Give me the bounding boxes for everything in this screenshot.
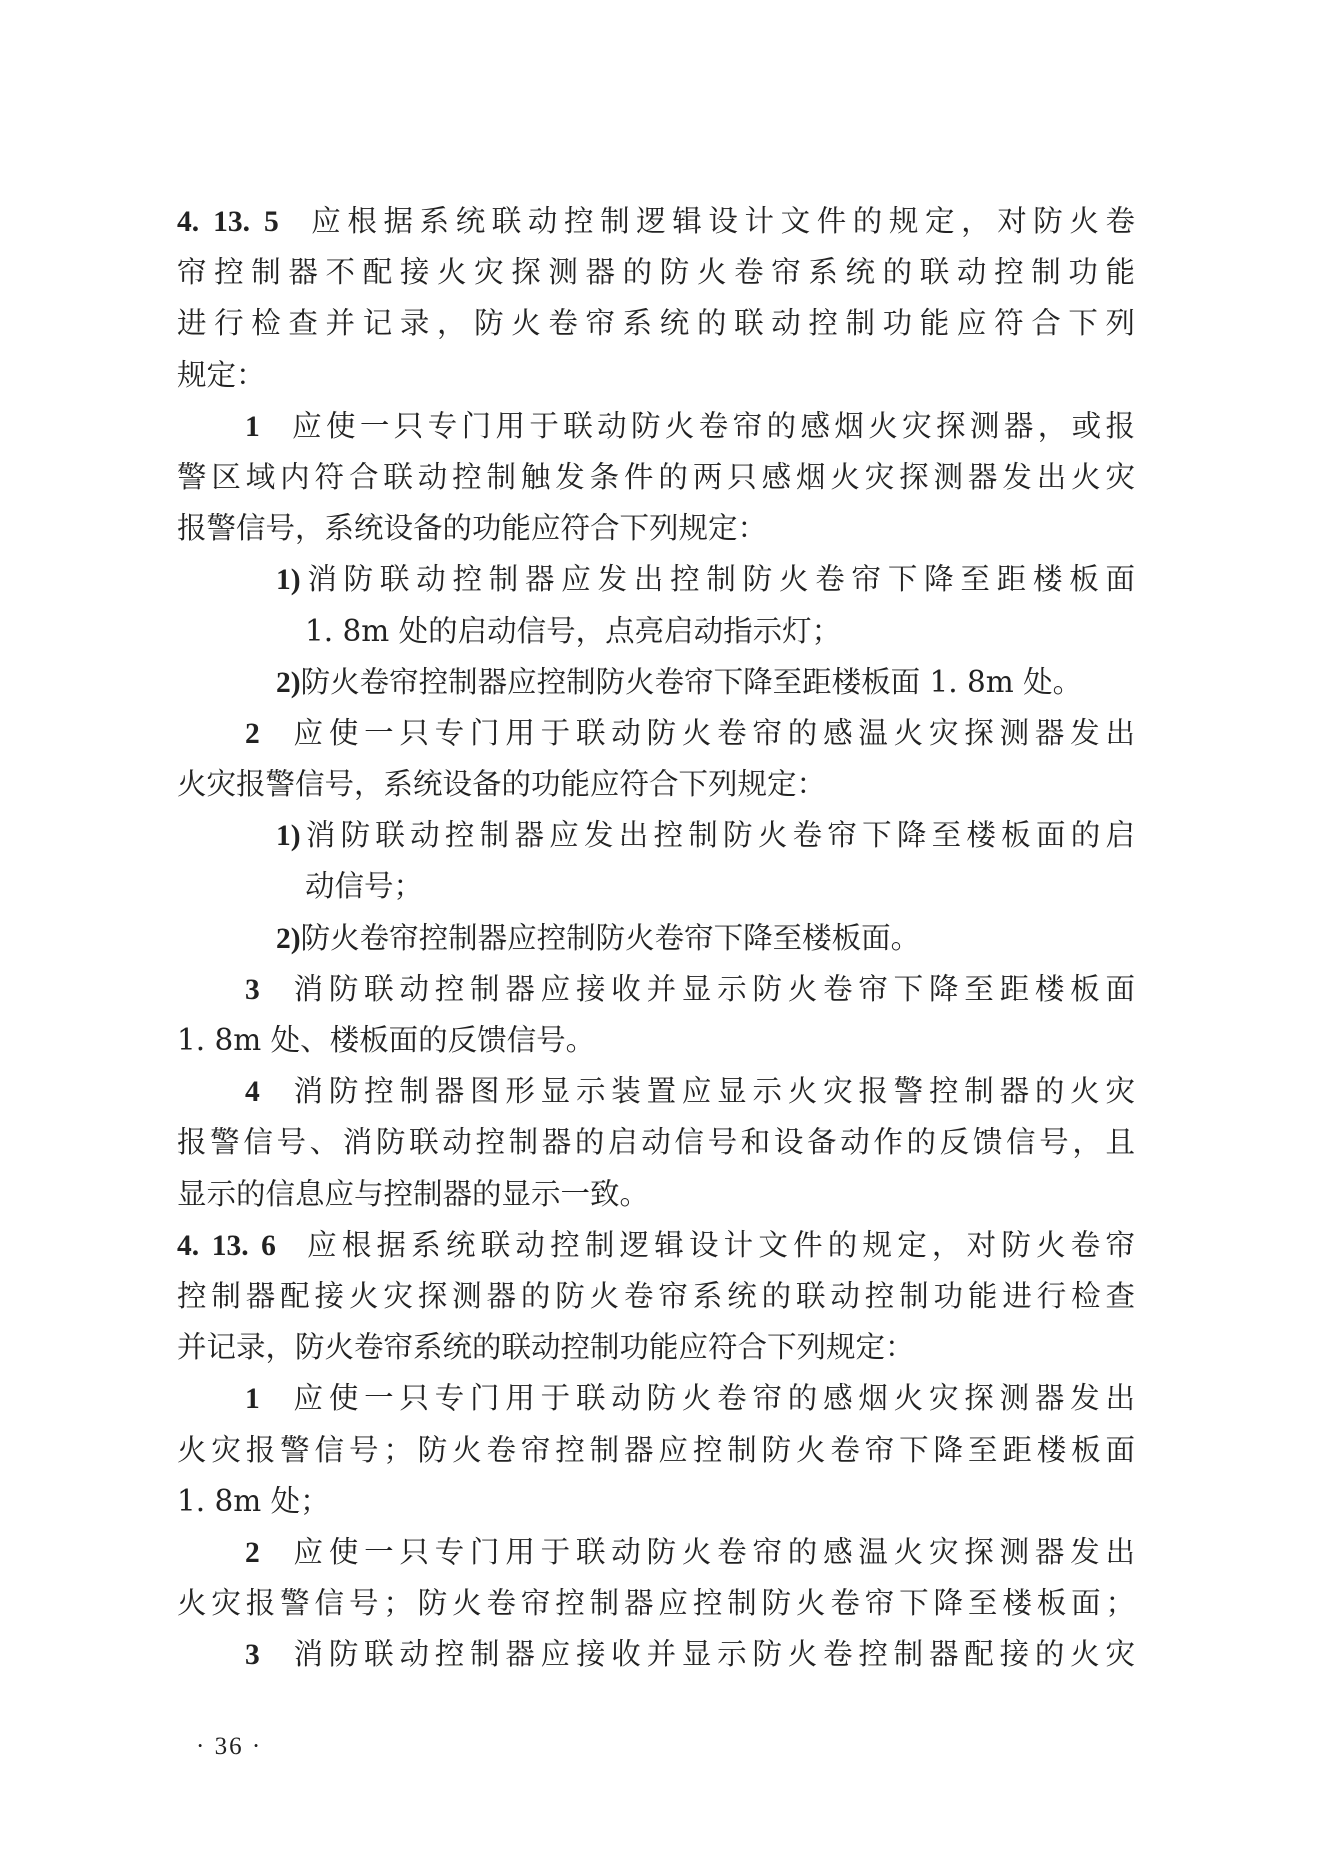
item-number: 3: [245, 973, 260, 1006]
sub-item-2: [177, 657, 1135, 708]
clause-number: 4. 13. 5: [177, 206, 279, 238]
item-2: [177, 708, 1135, 759]
clause-text: 应根据系统联动控制逻辑设计文件的规定，对防火卷帘: [301, 1227, 1135, 1262]
item-3: [177, 1629, 1135, 1680]
item-text-line: 火灾报警信号，系统设备的功能应符合下列规定：: [177, 767, 827, 802]
item-text: 消防控制器图形显示装置应显示火灾报警控制器的火灾: [287, 1074, 1135, 1109]
sub-item-text-line: 动信号；: [305, 869, 424, 904]
sub-item-text: 消防联动控制器应发出控制防火卷帘下降至距楼板面: [300, 562, 1135, 597]
sub-item-number: 1): [276, 564, 301, 597]
item-number: 2: [245, 717, 260, 750]
item-number: 2: [245, 1536, 260, 1569]
sub-item-2: [177, 913, 1135, 964]
item-number: 1: [245, 410, 260, 443]
item-text: 应使一只专门用于联动防火卷帘的感烟火灾探测器，或报: [287, 408, 1135, 443]
item-number: 3: [245, 1639, 260, 1672]
item-1: [177, 401, 1135, 452]
item-text: 应使一只专门用于联动防火卷帘的感温火灾探测器发出: [287, 1534, 1135, 1569]
item-4: [177, 1066, 1135, 1117]
item-text: 消防联动控制器应接收并显示防火卷控制器配接的火灾: [287, 1637, 1135, 1672]
item-text-line: 显示的信息应与控制器的显示一致。: [177, 1176, 650, 1211]
clause-text-line: 帘控制器不配接火灾探测器的防火卷帘系统的联动控制功能: [177, 255, 1135, 290]
clause-text-line: 进行检查并记录，防火卷帘系统的联动控制功能应符合下列: [177, 306, 1135, 341]
clause-heading-4-13-6: [177, 1220, 1135, 1271]
clause-text: 应根据系统联动控制逻辑设计文件的规定，对防火卷: [304, 204, 1135, 238]
item-1: [177, 1373, 1135, 1424]
sub-item-text: 消防联动控制器应发出控制防火卷帘下降至楼板面的启: [300, 818, 1135, 853]
sub-item-text: 防火卷帘控制器应控制防火卷帘下降至距楼板面 1. 8m 处。: [300, 664, 1083, 699]
sub-item-text-line: 1. 8m 处的启动信号，点亮启动指示灯；: [305, 613, 842, 648]
item-text-line: 火灾报警信号；防火卷帘控制器应控制防火卷帘下降至楼板面；: [177, 1586, 1135, 1621]
item-text: 应使一只专门用于联动防火卷帘的感温火灾探测器发出: [287, 715, 1135, 750]
item-text: 应使一只专门用于联动防火卷帘的感烟火灾探测器发出: [287, 1381, 1135, 1416]
item-2: [177, 1527, 1135, 1578]
sub-item-text: 防火卷帘控制器应控制防火卷帘下降至楼板面。: [300, 920, 921, 955]
clause-heading-4-13-5: [177, 196, 1135, 247]
page-number: · 36 ·: [196, 1733, 263, 1760]
sub-item-1: [177, 810, 1135, 861]
sub-item-number: 2): [276, 666, 301, 699]
item-text-line: 报警信号、消防联动控制器的启动信号和设备动作的反馈信号，且: [177, 1125, 1135, 1160]
item-text-line: 警区域内符合联动控制触发条件的两只感烟火灾探测器发出火灾: [177, 459, 1135, 494]
sub-item-number: 1): [276, 820, 301, 853]
item-text: 消防联动控制器应接收并显示防火卷帘下降至距楼板面: [287, 971, 1135, 1006]
clause-text-line: 并记录，防火卷帘系统的联动控制功能应符合下列规定：: [177, 1330, 915, 1365]
item-text-line: 火灾报警信号；防火卷帘控制器应控制防火卷帘下降至距楼板面: [177, 1432, 1135, 1467]
clause-text-line: 规定：: [177, 357, 266, 392]
item-number: 4: [245, 1076, 260, 1109]
item-3: [177, 964, 1135, 1015]
sub-item-number: 2): [276, 922, 301, 955]
sub-item-1: [177, 554, 1135, 605]
item-text-line: 报警信号，系统设备的功能应符合下列规定：: [177, 511, 768, 546]
clause-text-line: 控制器配接火灾探测器的防火卷帘系统的联动控制功能进行检查: [177, 1278, 1135, 1313]
item-number: 1: [245, 1383, 260, 1416]
item-text-line: 1. 8m 处、楼板面的反馈信号。: [177, 1023, 596, 1057]
page-body: [177, 196, 1135, 1680]
clause-number: 4. 13. 6: [177, 1229, 276, 1262]
item-text-line: 1. 8m 处；: [177, 1483, 330, 1518]
